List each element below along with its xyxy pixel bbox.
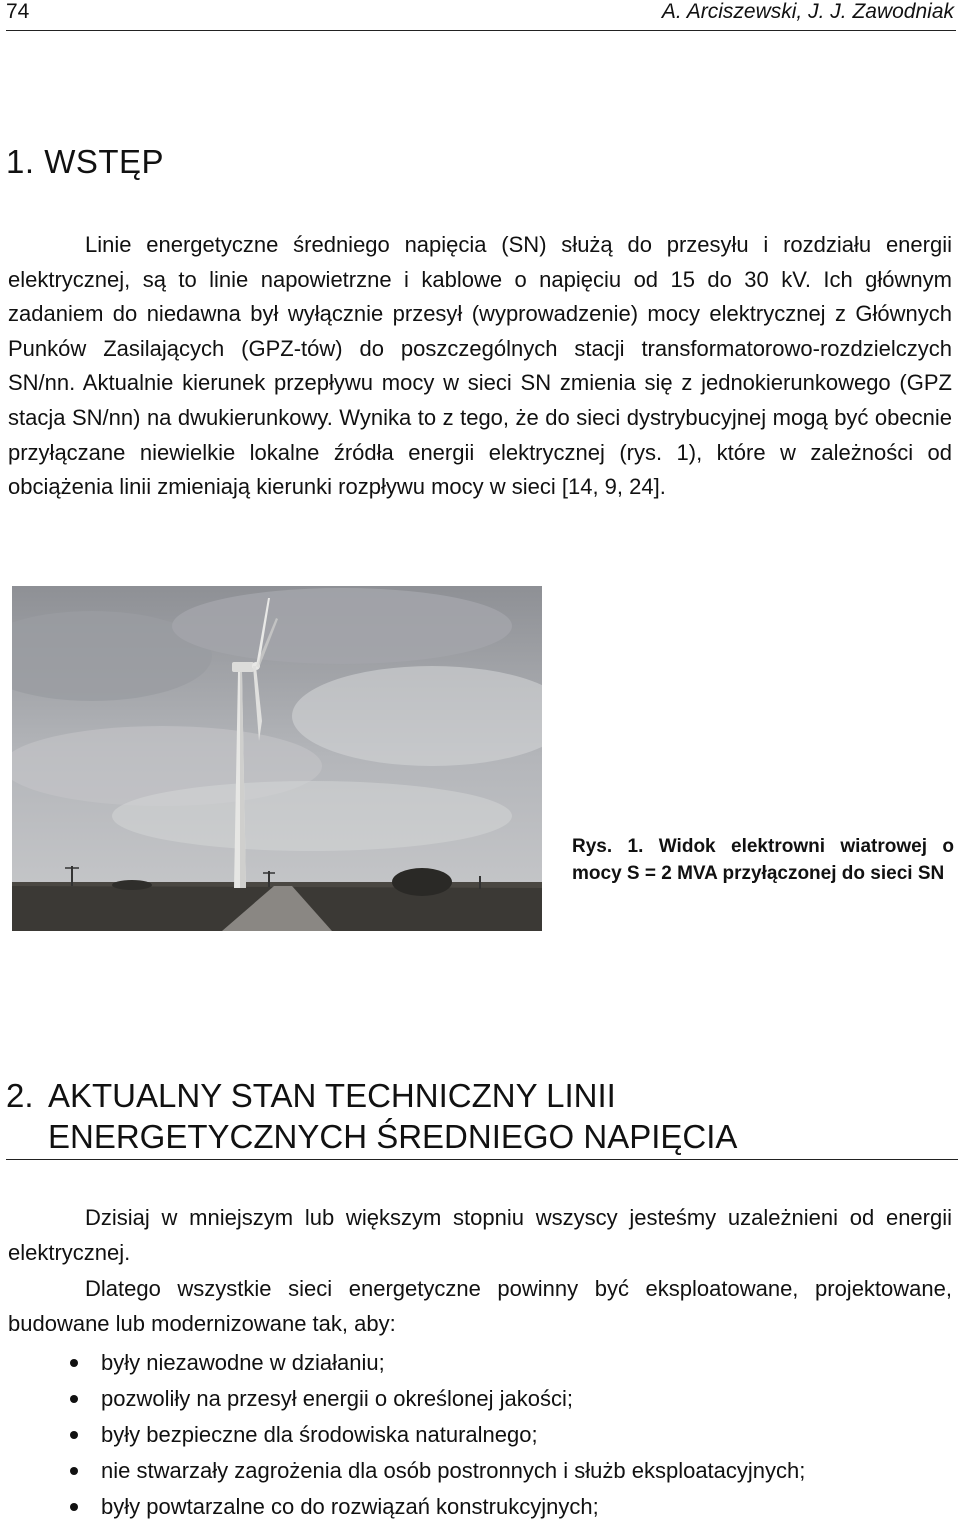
- list-item: pozwoliły na przesył energii o określonej jakości;: [8, 1381, 952, 1417]
- list-item: były bezpieczne dla środowiska naturalnego;: [8, 1417, 952, 1453]
- running-header-authors: A. Arciszewski, J. J. Zawodniak: [661, 0, 954, 23]
- list-item: były powtarzalne co do rozwiązań konstrukcyjnych;: [8, 1489, 952, 1525]
- list-item: nie stwarzały zagrożenia dla osób postronnych i służb eksploatacyjnych;: [8, 1453, 952, 1489]
- bullet-icon: [70, 1503, 78, 1511]
- running-header: [6, 0, 956, 31]
- figure-caption: Rys. 1. Widok elektrowni wiatrowej o mocy S = 2 MVA przyłączonej do sieci SN: [572, 836, 954, 884]
- section-1-heading: 1. WSTĘP: [6, 143, 165, 180]
- list-item: były niezawodne w działaniu;: [8, 1345, 952, 1381]
- wind-turbine-photo: [12, 586, 542, 931]
- bullet-icon: [70, 1359, 78, 1367]
- bullet-icon: [70, 1431, 78, 1439]
- section-2-title-line2: ENERGETYCZNYCH ŚREDNIEGO NAPIĘCIA: [48, 1118, 738, 1155]
- bullet-icon: [70, 1467, 78, 1475]
- bullet-icon: [70, 1395, 78, 1403]
- section-2-number: 2.: [6, 1077, 34, 1114]
- requirements-list: [8, 1345, 952, 1525]
- section-2-paragraph-1: Dzisiaj w mniejszym lub większym stopniu wszyscy jesteśmy uzależnieni od energii elektrycznej.: [8, 1205, 952, 1265]
- section-1-paragraph: Linie energetyczne średniego napięcia (SN) służą do przesyłu i rozdziału energii elektrycznej, są to linie napowietrzne i kablowe o napięciu od 15 do 30 kV. Ich głównym zadaniem do niedawna był wyłącznie przesył (wyprowadzenie) mocy elektrycznej z Głównych Punków Zasilających (GPZ-tów) do poszczególnych stacji transformatorowo-rozdzielczych SN/nn. Aktualnie kierunek przepływu mocy w sieci SN zmienia się z jednokierunkowego (GPZ stacja SN/nn) na dwukierunkowy. Wynika to z tego, że do sieci dystrybucyjnej mogą być obecnie przyłączane niewielkie lokalne źródła energii elektrycznej (rys. 1), które w zależności od obciążenia linii zmieniają kierunki rozpływu mocy w sieci [14, 9, 24].: [8, 232, 952, 500]
- page-number: 74: [6, 0, 30, 23]
- section-2-paragraph-2: Dlatego wszystkie sieci energetyczne powinny być eksploatowane, projektowane, budowane lub modernizowane tak, aby:: [8, 1276, 952, 1336]
- section-2-title-line1: AKTUALNY STAN TECHNICZNY LINII: [48, 1077, 616, 1114]
- section-2-heading: [6, 1075, 958, 1160]
